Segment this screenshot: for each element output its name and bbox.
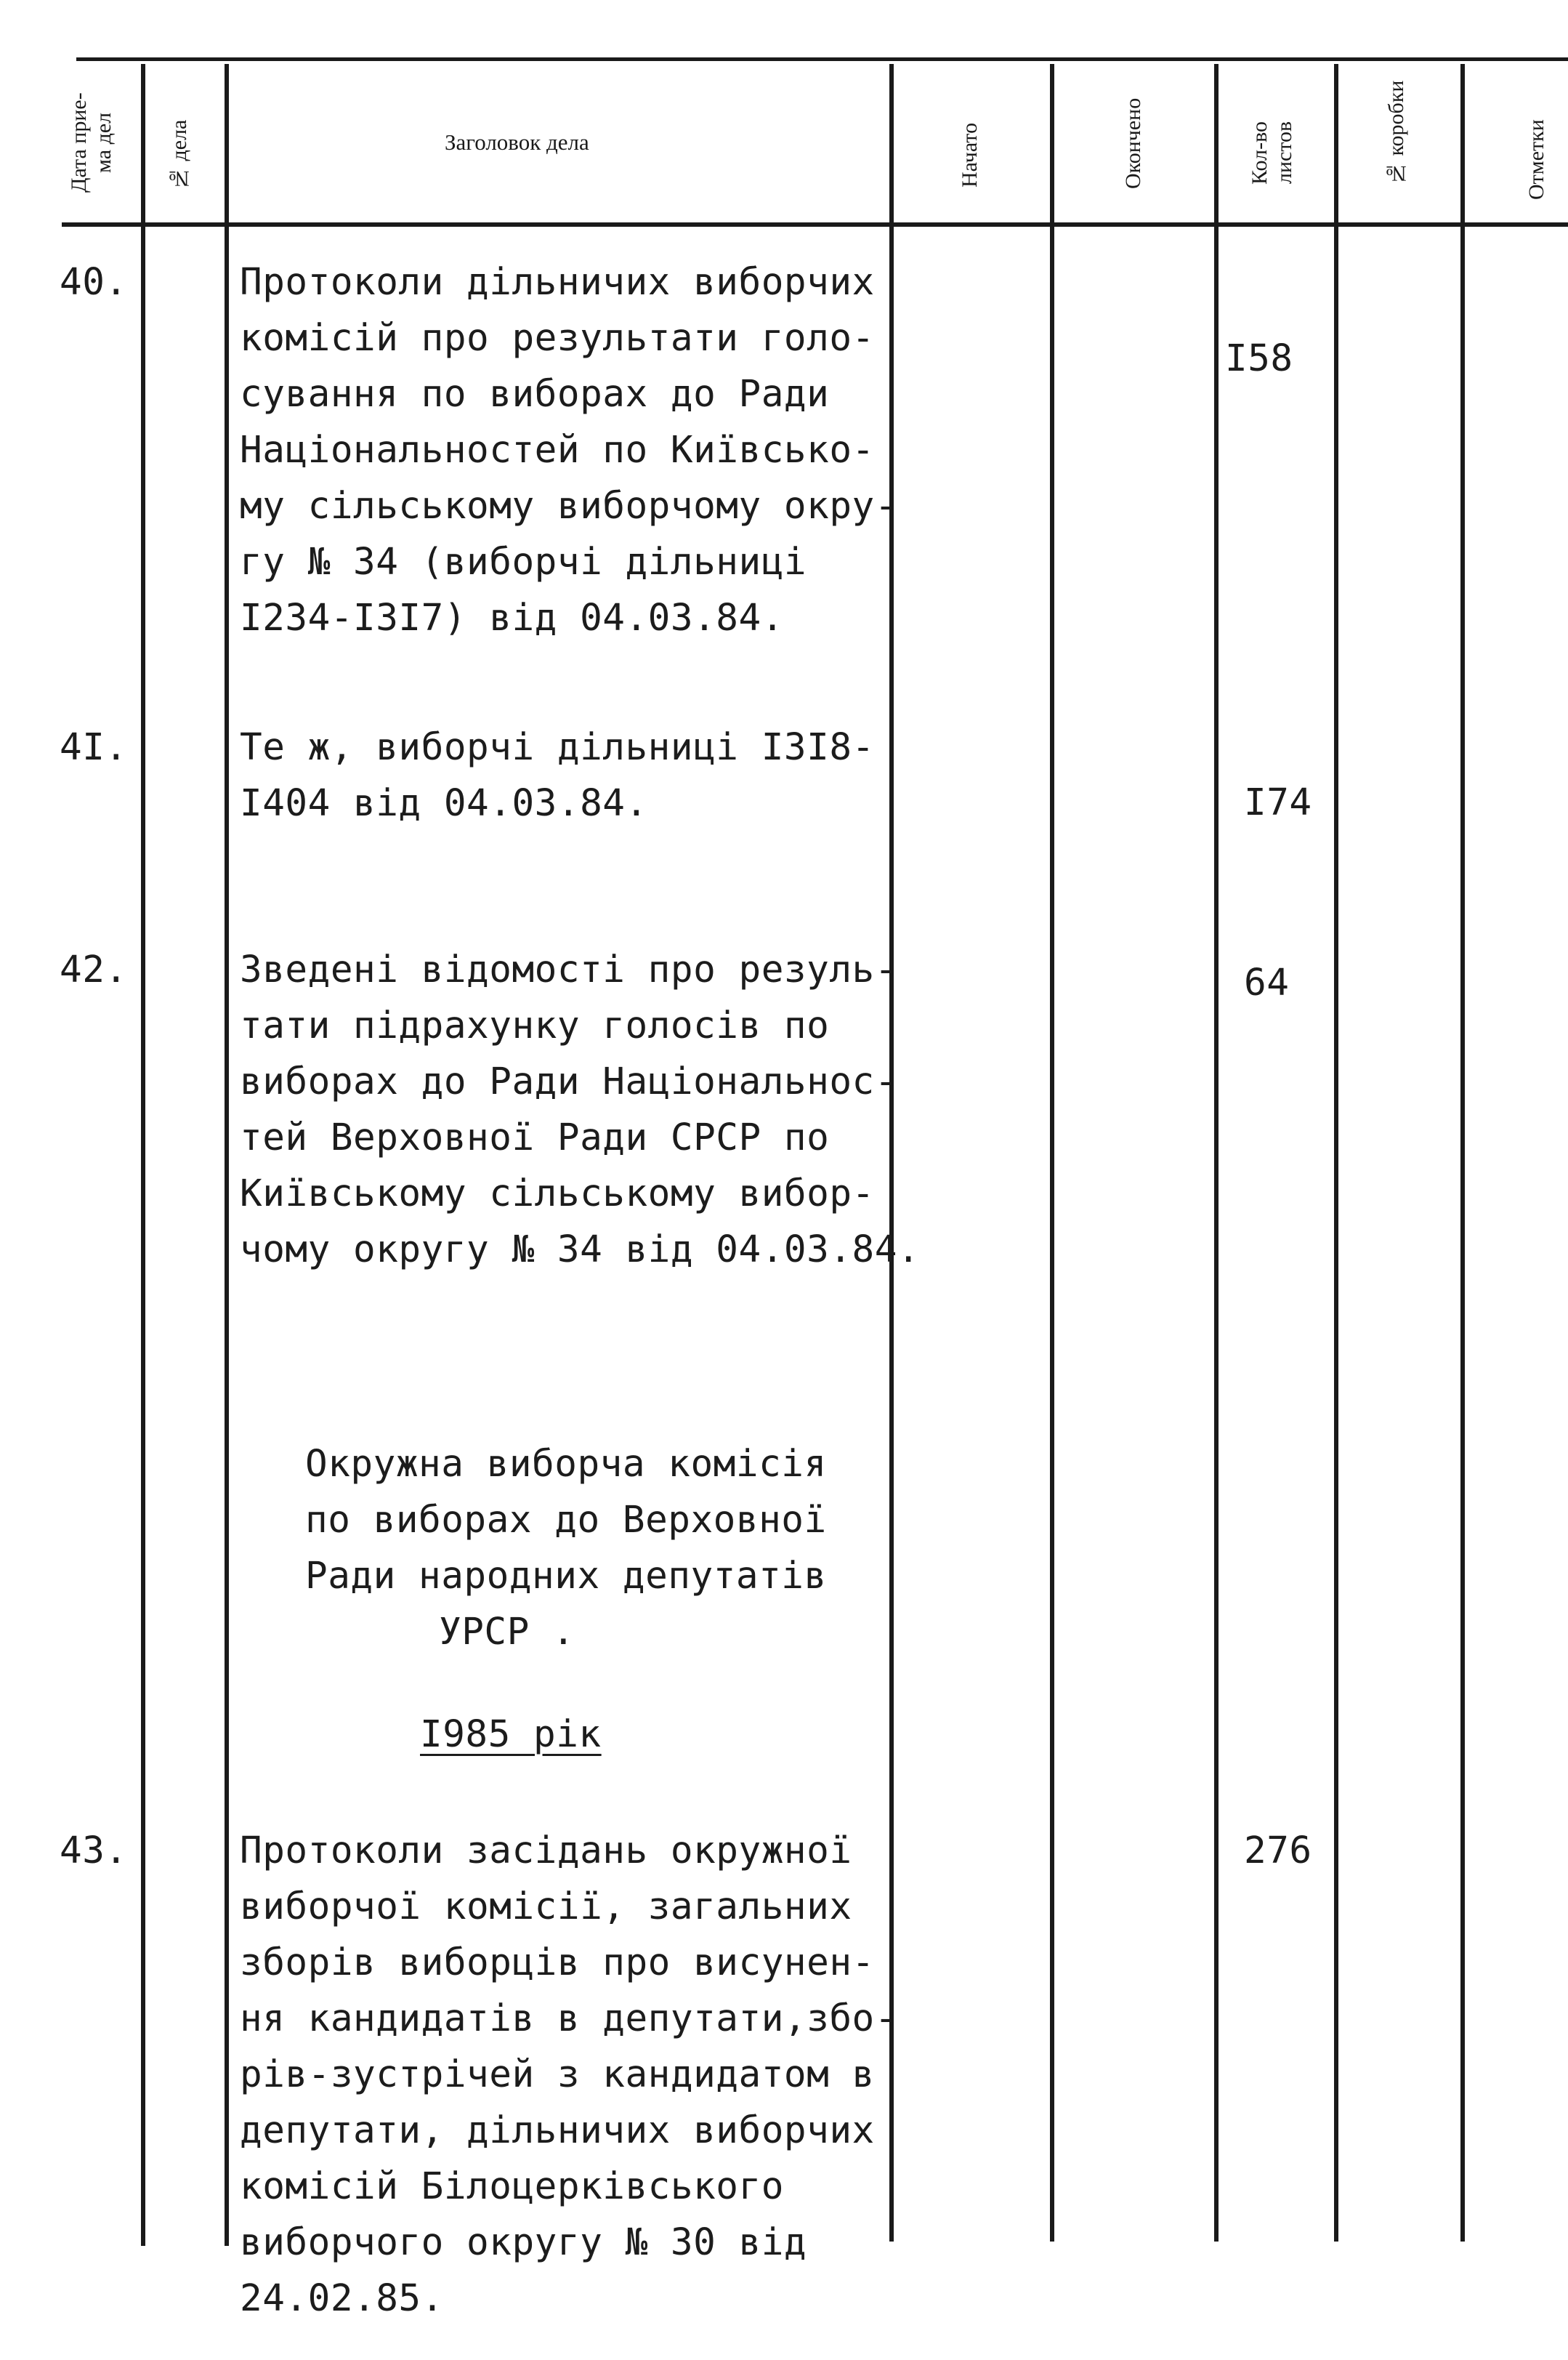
entry-number: 40. — [60, 261, 128, 304]
entry-title: Протоколи засідань окружної виборчої комісії, загальних зборів виборців про висунен- ня кандидатів в депутати,збо- рів-зустрічей з кандидатом в депутати, дільничих виборчих комісій Білоцерківського виборчого округу № 30 від 24.02.85. — [240, 1829, 897, 2320]
entry-title: Те ж, виборчі дільниці I3I8- I404 від 04.03.84. — [240, 726, 875, 825]
header-date: Дата прие- ма дел — [67, 92, 116, 193]
header-sheets: Кол-во листов — [1248, 121, 1296, 185]
entry-number: 4I. — [60, 726, 128, 769]
entry-title: Протоколи дільничих виборчих комісій про результати голо- сування по виборах до Ради Національностей по Київсько- му сільському виборчому окру- гу № 34 (виборчі дільниці I234-I3I7) від 04.03.84. — [240, 261, 897, 640]
entry-number: 42. — [60, 949, 128, 991]
column-line — [1334, 64, 1338, 2242]
entry-sheet-count: 64 — [1244, 962, 1290, 1004]
entry-number: 43. — [60, 1829, 128, 1872]
section-year: I985 рік — [420, 1713, 602, 1756]
header-title: Заголовок дела — [445, 129, 589, 155]
entry-sheet-count: I58 — [1225, 337, 1293, 380]
header-end: Окончено — [1121, 97, 1145, 189]
entry-sheet-count: 276 — [1244, 1829, 1312, 1872]
header-case-number: № дела — [167, 119, 191, 190]
header-start: Начато — [958, 122, 982, 188]
header-top-rule — [76, 57, 1568, 61]
column-line — [1460, 64, 1465, 2242]
entry-sheet-count: I74 — [1244, 781, 1312, 824]
section-heading: Окружна виборча комісія по виборах до Верховної Ради народних депутатів УРСР . — [305, 1443, 827, 1654]
entry-title: Зведені відомості про резуль- тати підрахунку голосів по виборах до Ради Національнос- тей Верховної Ради СРСР по Київському сільському вибор- чому округу № 34 від 04.03.84. — [240, 949, 921, 1271]
header-box: № коробки — [1384, 80, 1408, 186]
column-line — [1050, 64, 1054, 2242]
header-bottom-rule — [62, 222, 1568, 227]
column-line — [1214, 64, 1219, 2242]
column-line — [141, 64, 145, 2246]
header-notes: Отметки — [1524, 119, 1548, 201]
column-line — [225, 64, 229, 2246]
